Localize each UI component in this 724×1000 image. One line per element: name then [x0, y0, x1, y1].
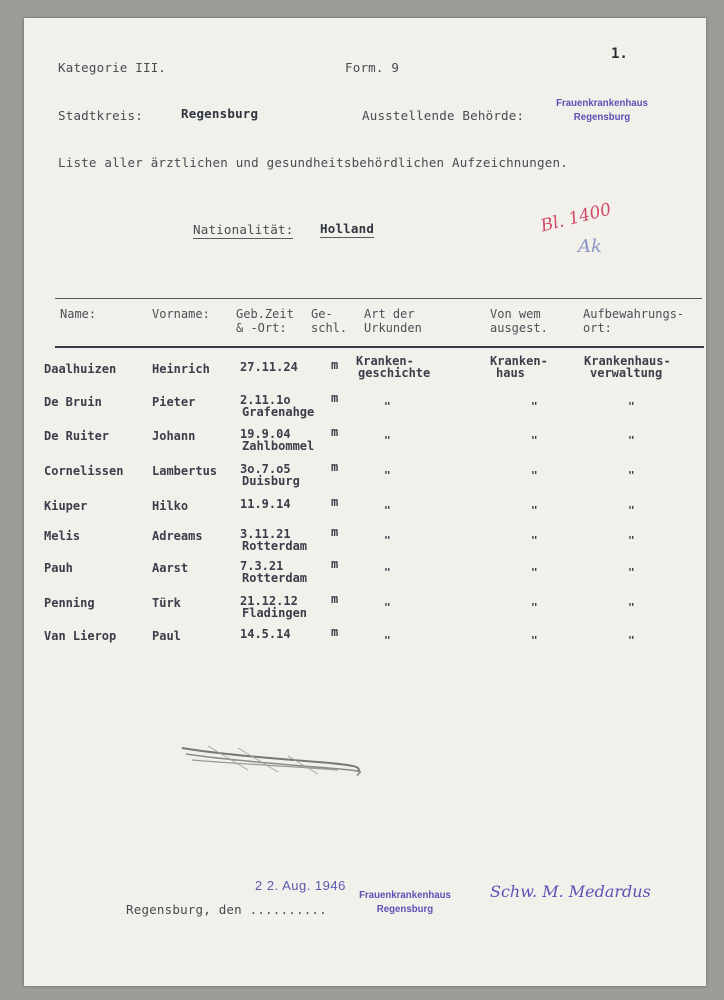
cell-name: Cornelissen	[44, 464, 124, 478]
cell-art: "	[384, 400, 391, 413]
cell-sex: m	[331, 391, 339, 405]
cell-sex: m	[331, 460, 339, 474]
cell-name: Daalhuizen	[44, 362, 117, 376]
col-aufb-line2: ort:	[583, 321, 612, 335]
behoerde-label: Ausstellende Behörde:	[362, 108, 525, 123]
cell-name: Melis	[44, 529, 81, 543]
col-gesch-line2: schl.	[311, 321, 348, 335]
cell-art: "	[384, 566, 391, 579]
list-title: Liste aller ärztlichen und gesundheitsbehördlichen Aufzeichnungen.	[58, 155, 568, 170]
col-art-line1: Art der	[364, 307, 415, 321]
cell-sex: m	[331, 625, 339, 639]
stadtkreis-value: Regensburg	[181, 106, 259, 121]
cell-von: "	[531, 434, 538, 447]
cell-von: "	[531, 400, 538, 413]
cell-vorname: Pieter	[152, 395, 196, 409]
cell-aufb: "	[628, 534, 635, 547]
cell-sex: m	[331, 358, 339, 372]
cell-von: "	[531, 566, 538, 579]
place-date-line: Regensburg, den ..........	[126, 902, 327, 917]
cell-von: "	[531, 634, 538, 647]
cell-birth-date: 2.11.1o	[240, 393, 291, 407]
cell-art: "	[384, 534, 391, 547]
cell-vorname: Johann	[152, 429, 196, 443]
stadtkreis-label: Stadtkreis:	[58, 108, 143, 123]
col-von-line1: Von wem	[490, 307, 541, 321]
cell-von: "	[531, 504, 538, 517]
footer-stamp-line-2: Regensburg	[376, 903, 434, 915]
col-von-line2: ausgest.	[490, 321, 548, 335]
cell-name: Penning	[44, 596, 95, 610]
cell-vorname: Adreams	[152, 529, 203, 543]
cell-birth-date: 21.12.12	[240, 594, 298, 608]
cell-birth-date: 3.11.21	[240, 527, 291, 541]
cell-birth-place: Zahlbommel	[242, 439, 315, 453]
cell-sex: m	[331, 557, 339, 571]
cell-art: Kranken-	[356, 354, 414, 368]
signature: Schw. M. Medardus	[490, 882, 651, 901]
cell-sex: m	[331, 592, 339, 606]
cell-birth-date: 14.5.14	[240, 627, 291, 641]
cell-vorname: Hilko	[152, 499, 189, 513]
cell-birth-date: 11.9.14	[240, 497, 291, 511]
cell-sex: m	[331, 495, 339, 509]
cell-name: Pauh	[44, 561, 73, 575]
cell-aufb: "	[628, 634, 635, 647]
red-handwritten-note: Bl. 1400	[538, 199, 614, 237]
cell-birth-place: Rotterdam	[242, 539, 308, 553]
cell-art: "	[384, 601, 391, 614]
cell-art-line2: geschichte	[358, 366, 431, 380]
cell-art: "	[384, 469, 391, 482]
cell-von: "	[531, 469, 538, 482]
date-stamp: 2 2. Aug. 1946	[255, 878, 346, 893]
cell-birth-place: Duisburg	[242, 474, 300, 488]
col-geb-line1: Geb.Zeit	[236, 307, 294, 321]
cell-art: "	[384, 504, 391, 517]
cell-von: "	[531, 601, 538, 614]
nationality-value: Holland	[320, 221, 375, 236]
footer-stamp-line-1: Frauenkrankenhaus	[359, 889, 451, 901]
blue-handwritten-mark: Ak	[578, 236, 602, 257]
nationality-label: Nationalität:	[193, 222, 294, 237]
cell-vorname: Lambertus	[152, 464, 218, 478]
scribble-mark	[178, 740, 364, 790]
cell-birth-place: Fladingen	[242, 606, 308, 620]
cell-sex: m	[331, 525, 339, 539]
form-number: Form. 9	[345, 60, 400, 75]
cell-vorname: Paul	[152, 629, 181, 643]
header-hospital-stamp	[556, 96, 648, 124]
cell-name: Van Lierop	[44, 629, 117, 643]
cell-birth-date: 19.9.04	[240, 427, 291, 441]
table-top-rule	[55, 298, 702, 299]
cell-name: De Bruin	[44, 395, 102, 409]
page-number: 1.	[611, 46, 628, 62]
cell-aufb-line2: verwaltung	[590, 366, 663, 380]
stamp-line-2: Regensburg	[573, 111, 631, 123]
cell-aufb: Krankenhaus-	[584, 354, 671, 368]
col-geb-line2: & -Ort:	[236, 321, 287, 335]
cell-vorname: Aarst	[152, 561, 189, 575]
cell-name: Kiuper	[44, 499, 88, 513]
footer-hospital-stamp	[359, 888, 451, 916]
cell-aufb: "	[628, 601, 635, 614]
col-gesch-line1: Ge-	[311, 307, 333, 321]
col-aufb-line1: Aufbewahrungs-	[583, 307, 685, 321]
cell-aufb: "	[628, 504, 635, 517]
cell-vorname: Heinrich	[152, 362, 210, 376]
cell-birth-date: 27.11.24	[240, 360, 298, 374]
cell-name: De Ruiter	[44, 429, 110, 443]
cell-art: "	[384, 434, 391, 447]
cell-art: "	[384, 634, 391, 647]
col-art-line2: Urkunden	[364, 321, 422, 335]
kategorie-label: Kategorie III.	[58, 60, 167, 75]
cell-birth-place: Rotterdam	[242, 571, 308, 585]
cell-birth-date: 7.3.21	[240, 559, 284, 573]
col-name: Name:	[60, 307, 97, 321]
cell-aufb: "	[628, 434, 635, 447]
cell-sex: m	[331, 425, 339, 439]
cell-aufb: "	[628, 469, 635, 482]
table-header-rule	[55, 346, 704, 348]
cell-birth-place: Grafenahge	[242, 405, 315, 419]
stamp-line-1: Frauenkrankenhaus	[556, 97, 648, 109]
cell-von-line2: haus	[496, 366, 525, 380]
cell-aufb: "	[628, 400, 635, 413]
cell-von: "	[531, 534, 538, 547]
cell-aufb: "	[628, 566, 635, 579]
cell-vorname: Türk	[152, 596, 181, 610]
cell-von: Kranken-	[490, 354, 548, 368]
col-vorname: Vorname:	[152, 307, 210, 321]
cell-birth-date: 3o.7.o5	[240, 462, 291, 476]
